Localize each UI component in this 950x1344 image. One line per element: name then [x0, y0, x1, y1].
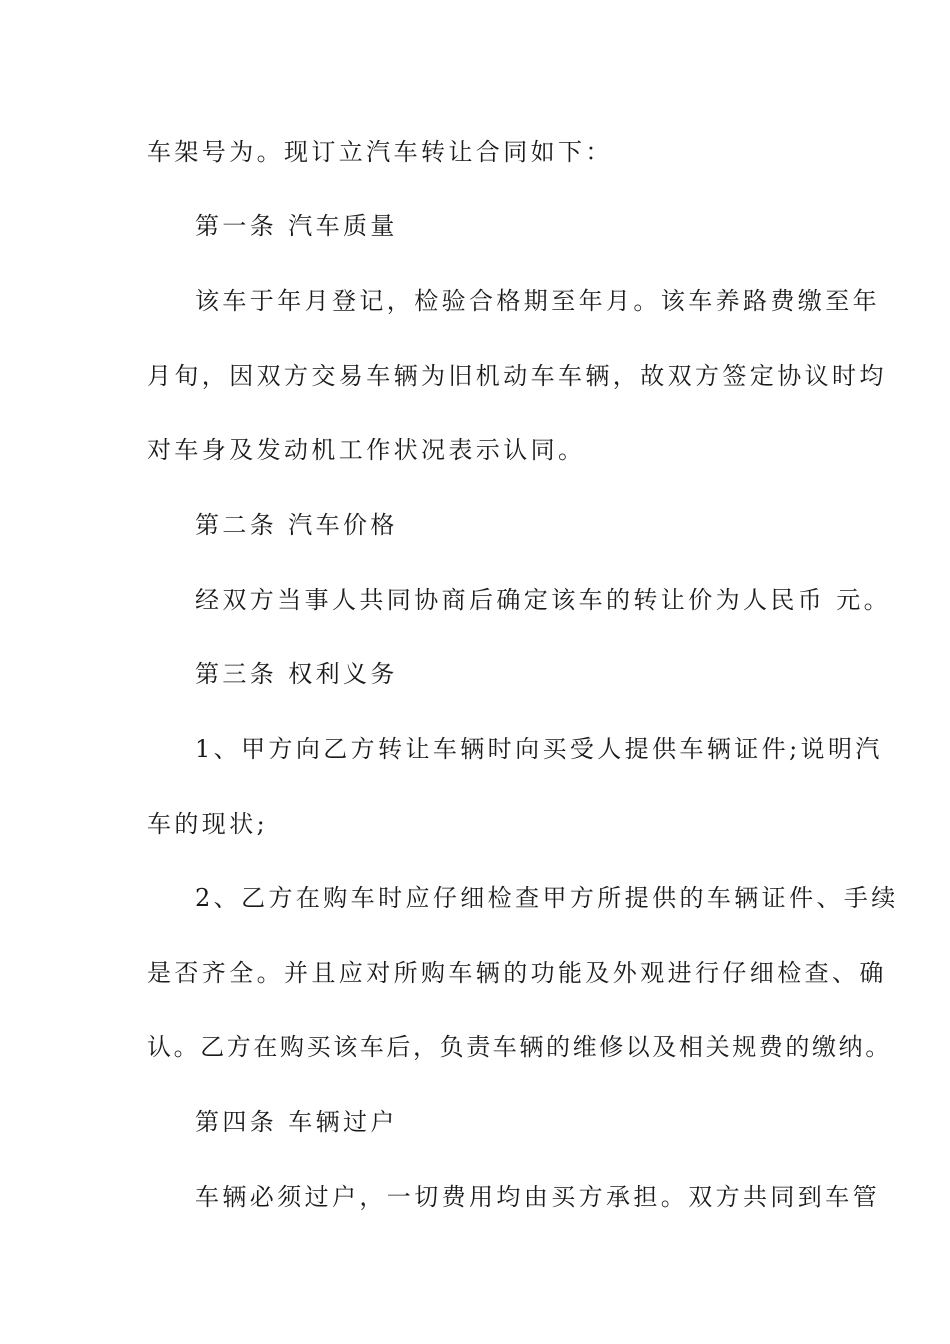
paragraph-line: 经双方当事人共同协商后确定该车的转让价为人民币 元。 [195, 586, 892, 614]
paragraph-line: 认。乙方在购买该车后，负责车辆的维修以及相关规费的缴纳。 [147, 1033, 892, 1061]
article-heading: 第三条 权利义务 [195, 660, 398, 688]
article-heading: 第一条 汽车质量 [195, 212, 398, 240]
paragraph-line: 2、乙方在购车时应仔细检查甲方所提供的车辆证件、手续 [195, 884, 899, 912]
paragraph-line: 车架号为。现订立汽车转让合同如下： [147, 138, 613, 166]
paragraph-line: 1、甲方向乙方转让车辆时向买受人提供车辆证件;说明汽 [195, 735, 883, 763]
article-heading: 第四条 车辆过户 [195, 1108, 398, 1136]
paragraph-line: 月旬，因双方交易车辆为旧机动车车辆，故双方签定协议时均 [147, 362, 887, 390]
paragraph-line: 是否齐全。并且应对所购车辆的功能及外观进行仔细检查、确 [147, 959, 887, 987]
paragraph-line: 车辆必须过户，一切费用均由买方承担。双方共同到车管 [195, 1183, 880, 1211]
paragraph-line: 对车身及发动机工作状况表示认同。 [147, 436, 586, 464]
article-heading: 第二条 汽车价格 [195, 511, 398, 539]
paragraph-line: 车的现状; [147, 810, 269, 838]
paragraph-line: 该车于年月登记，检验合格期至年月。该车养路费缴至年 [195, 287, 880, 315]
